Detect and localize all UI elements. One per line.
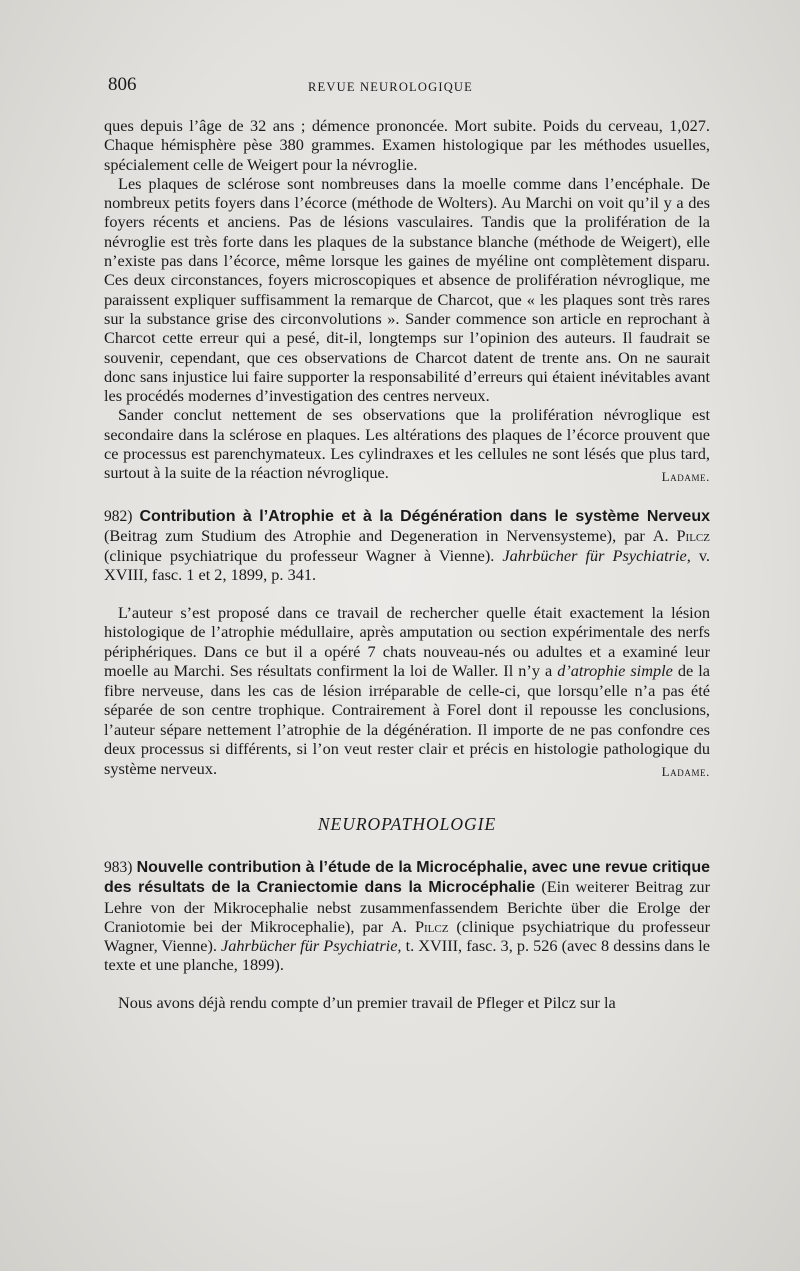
abstract-text: L’auteur s’est proposé dans ce travail de rechercher quelle était exactement la lésion histologique de l’atrophie médullaire, après amputation ou section expérimentale des nerfs périphériques. Dans ce but il a opéré 7 chats nouveau-nés ou adultes et a examiné leur moelle au Marchi. Ses résultats confirment la loi de Waller. Il n’y a [104,602,710,681]
entry-983 [104,857,710,1012]
entry-subtitle: (Beitrag zum Studium des Atrophie and Degeneration in Nervensysteme), par [104,526,653,546]
continuation-paragraph-3: Sander conclut nettement de ses observations que la prolifération névroglique est secondaire dans la sclérose en plaques. Les altérations des plaques de l’écorce prouvent que ce processus est parenchymateux. Les cylindraxes et les cellules ne sont lésés que plus tard, surtout à la suite de la réaction névroglique. [104,405,710,483]
entry-author: A. Pilcz [652,526,710,546]
abstract-text-continued: de la fibre nerveuse, dans les cas de lésion irréparable de celle-ci, que lorsqu’elle n’a pas été séparée de son centre trophique. Contrairement à Forel dont il repousse les conclusions, l’auteur sépare nettement l’atrophie de la dégénération. Il importe de ne pas confondre ces deux processus si différents, si l’on veut rester clair et précis en histologie pathologique du système nerveux. [104,661,710,778]
entry-982-reference [104,506,710,585]
entry-982-abstract [104,603,710,779]
entry-982 [104,506,710,782]
page-number: 806 [108,74,137,95]
entry-author: A. Pilcz [391,916,449,936]
entry-journal: Jahrbücher für Psychiatrie, [221,936,402,956]
continuation-paragraph-1: ques depuis l’âge de 32 ans ; démence prononcée. Mort subite. Poids du cerveau, 1,027. Chaque hémisphère pèse 380 grammes. Examen histologique par les méthodes usuelles, spécialement celle de Weigert pour la névroglie. [104,116,710,174]
entry-journal: Jahrbücher für Psychiatrie, [502,545,691,565]
page-header [108,74,708,98]
entry-number: 982) [104,507,133,525]
entry-title: Nouvelle contribution à l’étude de la Microcéphalie, avec une revue critique des résultats de la Craniectomie dans la Microcéphalie [104,858,710,897]
section-heading: NEUROPATHOLOGIE [317,813,497,834]
entry-number: 983) [104,858,133,876]
entry-citation: v. XVIII, fasc. 1 et 2, 1899, p. 341. [104,545,710,585]
page-body [104,116,710,1012]
entry-983-reference [104,857,710,975]
reviewer-signature: Ladame. [661,764,710,780]
abstract-emphasis: d’atrophie simple [557,661,673,681]
entry-subtitle: (Ein weiterer Beitrag zur Lehre von der Mikrocephalie nebst zusammenfassendem Berichte über die Erolge der Craniotomie bei der Mikrocephalie), par [104,877,710,936]
running-title: REVUE NEUROLOGIQUE [308,80,473,94]
entry-affiliation: (clinique psychiatrique du professeur Wagner à Vienne). [104,545,503,565]
reviewer-signature: Ladame. [661,468,710,484]
entry-983-abstract: Nous avons déjà rendu compte d’un premier travail de Pfleger et Pilcz sur la [118,992,616,1012]
continuation-paragraph-2: Les plaques de sclérose sont nombreuses dans la moelle comme dans l’encéphale. De nombreux petits foyers dans l’écorce (méthode de Wolters). Au Marchi on voit qu’il y a des foyers récents et anciens. Pas de lésions vasculaires. Tandis que la prolifération de la névroglie est très forte dans les plaques de la substance blanche (méthode de Weigert), elle n’existe pas dans l’écorce, même lorsque les gaines de myéline ont complètement disparu. Ces deux circonstances, foyers microscopiques et absence de prolifération névroglique, me paraissent expliquer suffisamment la remarque de Charcot, que « les plaques sont très rares sur la substance grise des circonvolutions ». Sander commence son article en reprochant à Charcot cette erreur qui a pesé, dit-il, longtemps sur l’opinion des auteurs. Il faudrait se souvenir, cependant, que ces observations de Charcot datent de trente ans. On ne saurait donc sans injustice lui faire supporter la responsabilité d’erreurs qui étaient inévitables avant les procédés modernes d’investigation des centres nerveux. [104,173,710,406]
entry-citation: t. XVIII, fasc. 3, p. 526 (avec 8 dessins dans le texte et une planche, 1899). [104,936,711,975]
entry-title: Contribution à l’Atrophie et à la Dégénération dans le système Nerveux [139,507,711,525]
entry-affiliation: (clinique psychiatrique du professeur Wagner, Vienne). [104,916,710,956]
